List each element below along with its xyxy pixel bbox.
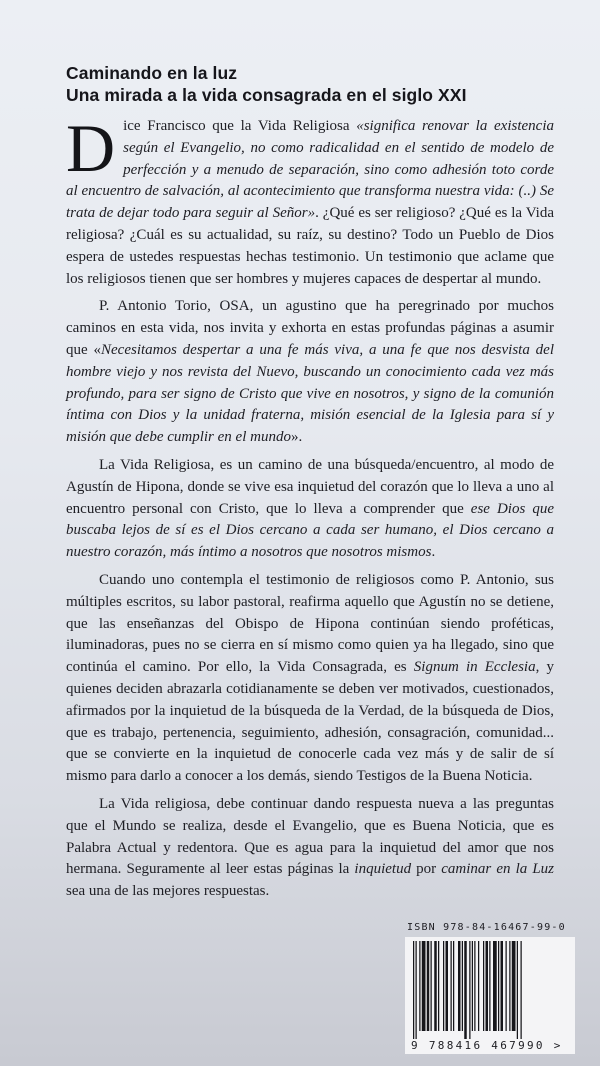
barcode-bar bbox=[483, 941, 484, 1031]
barcode-bar bbox=[438, 941, 439, 1031]
paragraph-4-latin-phrase: Signum in Ecclesia bbox=[413, 659, 536, 676]
barcode-bar bbox=[517, 941, 518, 1039]
paragraph-3-text-a: La Vida Religiosa, es un camino de una búsqueda/encuentro, al modo de Agustín de Hipona, donde se vive esa inquietud del corazón que lo lleva a uno al encuentro personal con Cristo, que lo lleva a comprender que bbox=[66, 456, 554, 517]
drop-cap: D bbox=[66, 110, 116, 186]
synopsis-text bbox=[66, 110, 555, 903]
barcode-bar bbox=[446, 941, 449, 1031]
barcode-digits: 9 788416 467990 > bbox=[411, 1039, 563, 1052]
barcode-bar bbox=[501, 941, 504, 1031]
barcode-bar bbox=[422, 941, 426, 1031]
barcode-bar bbox=[521, 941, 522, 1039]
paragraph-3-text-b: . bbox=[431, 544, 436, 561]
barcode-bar bbox=[443, 941, 444, 1031]
barcode-bar bbox=[413, 941, 414, 1039]
paragraph-1 bbox=[66, 110, 554, 290]
paragraph-4-text-b: , y quienes deciden abrazarla cotidianamente se deben ver motivados, cuestionados, afirmados por la inquietud de la búsqueda de la Verdad, de la búsqueda de Dios, que es trabajo, pertenencia, seguimiento, adhesión, consagración, comunidad... que se convierte en la inquietud de conocerle cada vez más y de salir de sí mismo para darlo a conocer a los demás, siendo Testigos de la Buena Noticia. bbox=[66, 659, 555, 785]
book-title: Caminando en la luz bbox=[66, 63, 238, 83]
barcode-bar bbox=[462, 941, 463, 1031]
paragraph-5-text-b: por bbox=[411, 861, 442, 878]
book-subtitle: Una mirada a la vida consagrada en el siglo XXI bbox=[66, 85, 467, 105]
barcode-bar bbox=[451, 941, 452, 1031]
barcode-bar bbox=[512, 941, 516, 1031]
barcode bbox=[405, 937, 575, 1054]
barcode-bars bbox=[411, 941, 569, 1039]
paragraph-1-text-b: . ¿Qué es ser religioso? ¿Qué es la Vida religiosa? ¿Cuál es su actualidad, su raíz, su destino? Todo un Pueblo de Dios espera de ustedes respuestas hechas testimonio. Un testimonio que aclame que los religiosos tienen que ser hombres y mujeres capaces de despertar al mundo. bbox=[66, 205, 554, 287]
barcode-bar bbox=[469, 941, 470, 1039]
barcode-bar bbox=[453, 941, 454, 1031]
barcode-bar bbox=[493, 941, 497, 1031]
paragraph-2 bbox=[66, 296, 554, 449]
paragraph-4 bbox=[66, 570, 554, 788]
paragraph-3 bbox=[66, 455, 554, 564]
barcode-bar bbox=[498, 941, 499, 1031]
paragraph-2-quote: Necesitamos despertar a una fe más viva, a una fe que nos desvista del hombre viejo y nos revista del Nuevo, buscando un conocimiento cada vez más profundo, para ser signo de Cristo que vive en nosotros, y signo de la comunión íntima con Dios y la unidad fraterna, misión esencial de la Iglesia para sí y misión que debe cumplir en el mundo bbox=[66, 341, 554, 446]
title-block bbox=[66, 62, 554, 106]
paragraph-2-text-a: P. Antonio Torio, OSA, un agustino que ha peregrinado por muchos caminos en esta vida, nos invita y exhorta en estas profundas páginas a asumir que « bbox=[66, 298, 554, 358]
back-cover-content bbox=[66, 62, 554, 909]
barcode-bar bbox=[474, 941, 475, 1031]
barcode-bar bbox=[486, 941, 489, 1031]
paragraph-2-text-b: ». bbox=[290, 429, 303, 446]
barcode-bar bbox=[478, 941, 479, 1031]
barcode-bar bbox=[458, 941, 461, 1031]
paragraph-3-quote: ese Dios que buscaba lejos de sí es el Dios cercano a cada ser humano, el Dios cercano a nuestro corazón, más íntimo a nosotros que nosotros mismos bbox=[66, 500, 554, 561]
paragraph-1-quote: «significa renovar la existencia según el Evangelio, no como radicalidad en el sentido de modelo de perfección y a menudo de separación, sino como adhesión toto corde al encuentro de salvación, al acontecimiento que transforma nuestra vida: (..) Se trata de dejar todo para seguir al Señor» bbox=[66, 118, 554, 222]
barcode-bar bbox=[431, 941, 432, 1031]
paragraph-5 bbox=[66, 794, 554, 903]
barcode-bar bbox=[419, 941, 420, 1031]
isbn-barcode-block bbox=[405, 922, 575, 1054]
paragraph-5-text-c: sea una de las mejores respuestas. bbox=[66, 883, 270, 900]
paragraph-5-emphasis-b: caminar en la Luz bbox=[441, 861, 555, 878]
isbn-label: ISBN 978-84-16467-99-0 bbox=[407, 922, 566, 933]
paragraph-1-text-a: ice Francisco que la Vida Religiosa bbox=[123, 118, 357, 134]
barcode-bar bbox=[489, 941, 490, 1031]
barcode-bar bbox=[509, 941, 510, 1031]
paragraph-4-text-a: Cuando uno contempla el testimonio de religiosos como P. Antonio, sus múltiples escritos, su labor pastoral, reafirma aquello que Agustín no se detiene, que las enseñanzas del Obispo de Hipona continúan siendo proféticas, iluminadoras, pues no se cierra en sí mismo como quien ya ha llegado, sino que continúa el camino. Por ello, la Vida Consagrada, es bbox=[66, 571, 554, 676]
barcode-bar bbox=[427, 941, 430, 1031]
barcode-bar bbox=[416, 941, 417, 1039]
paragraph-5-emphasis-a: inquietud bbox=[354, 861, 412, 878]
barcode-bar bbox=[434, 941, 437, 1031]
barcode-bar bbox=[464, 941, 467, 1039]
paragraph-5-text-a: La Vida religiosa, debe continuar dando respuesta nueva a las preguntas que el Mundo se realiza, desde el Evangelio, que es Buena Noticia, que es Palabra Actual y redentora. Que es agua para la inquietud del amor que nos hermana. Seguramente al leer estas páginas la bbox=[66, 795, 554, 878]
barcode-bar bbox=[506, 941, 507, 1031]
barcode-bar bbox=[472, 941, 473, 1031]
